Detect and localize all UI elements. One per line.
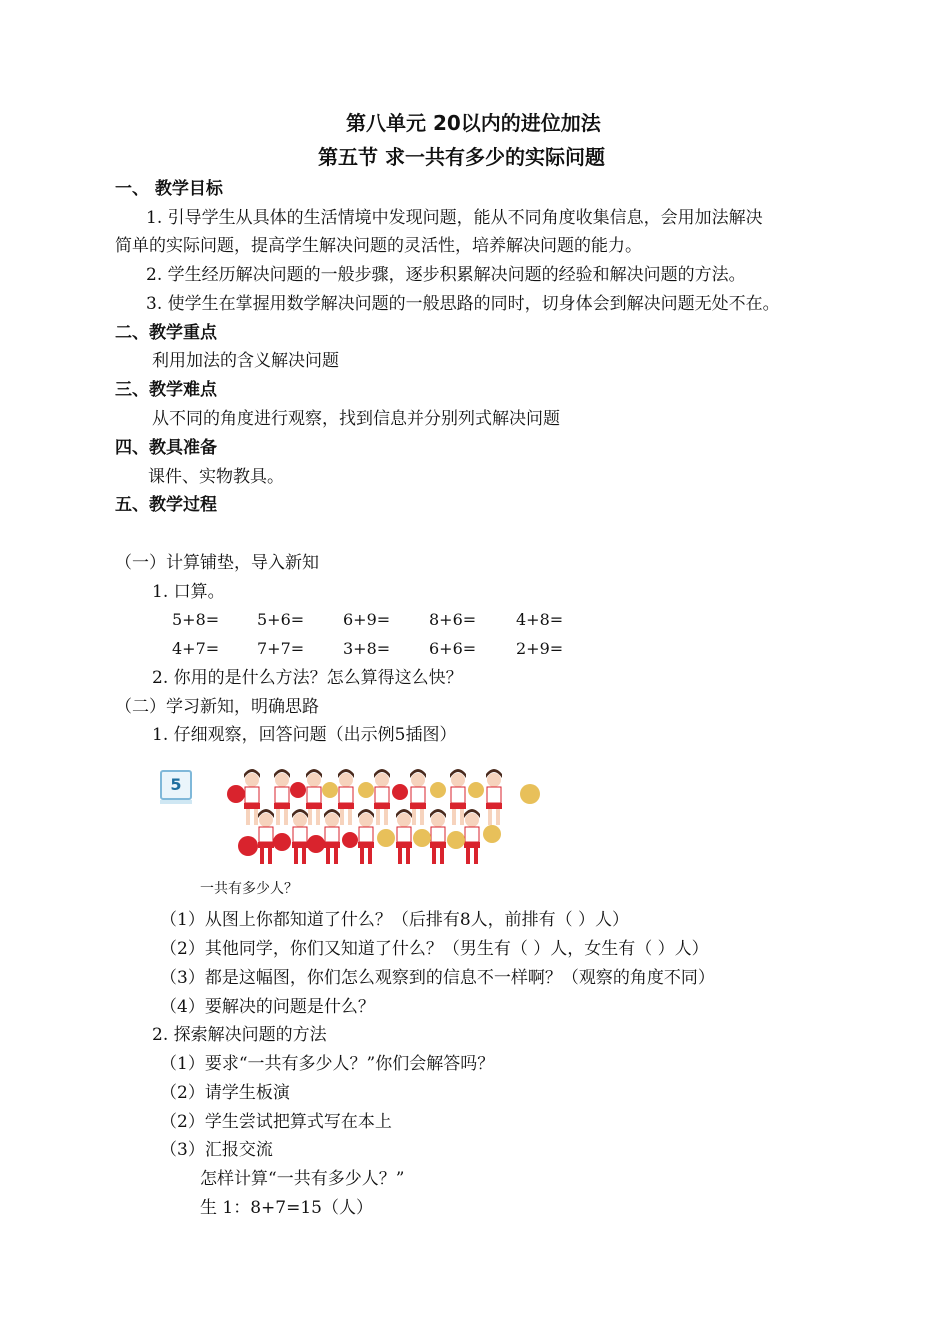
part1-title: （一）计算铺垫，导入新知 bbox=[115, 553, 319, 573]
part1-item2: 2. 你用的是什么方法？怎么算得这么快？ bbox=[152, 668, 463, 688]
heading-process: 五、教学过程 bbox=[115, 495, 217, 515]
step-4: （3）汇报交流 bbox=[160, 1140, 273, 1160]
heading-materials: 四、教具准备 bbox=[115, 438, 217, 458]
calc-r2c1: 4+7= bbox=[172, 639, 220, 658]
materials-text: 课件、实物教具。 bbox=[148, 467, 284, 487]
objective-1a: 1. 引导学生从具体的生活情境中发现问题，能从不同角度收集信息，会用加法解决 bbox=[146, 208, 763, 228]
part2-item2: 2. 探索解决问题的方法 bbox=[152, 1025, 327, 1045]
difficulties-text: 从不同的角度进行观察，找到信息并分别列式解决问题 bbox=[152, 409, 560, 429]
student-answer-1: 生 1：8+7=15（人） bbox=[200, 1198, 373, 1218]
calc-r1c2: 5+6= bbox=[257, 610, 305, 629]
front-row-dancers bbox=[258, 809, 480, 864]
heading-objectives: 一、 教学目标 bbox=[115, 179, 223, 199]
question-4: （4）要解决的问题是什么？ bbox=[160, 997, 375, 1017]
heading-key-points: 二、教学重点 bbox=[115, 323, 217, 343]
heading-difficulties: 三、教学难点 bbox=[115, 380, 217, 400]
illustration-caption: 一共有多少人？ bbox=[200, 881, 298, 897]
step-5: 怎样计算“一共有多少人？” bbox=[200, 1169, 405, 1189]
back-row-dancers bbox=[244, 769, 502, 825]
calc-r2c5: 2+9= bbox=[516, 639, 564, 658]
cheerleaders-image bbox=[160, 764, 560, 874]
part2-title: （二）学习新知，明确思路 bbox=[115, 697, 319, 717]
calc-r2c2: 7+7= bbox=[257, 639, 305, 658]
section-title: 第五节 求一共有多少的实际问题 bbox=[318, 145, 605, 169]
calc-r1c3: 6+9= bbox=[343, 610, 391, 629]
calc-r2c4: 6+6= bbox=[429, 639, 477, 658]
question-2: （2）其他同学，你们又知道了什么？（男生有（ ）人，女生有（ ）人） bbox=[160, 939, 709, 959]
part1-item1: 1. 口算。 bbox=[152, 582, 225, 602]
calc-r2c3: 3+8= bbox=[343, 639, 391, 658]
part2-item1: 1. 仔细观察，回答问题（出示例5插图） bbox=[152, 725, 457, 745]
step-2: （2）请学生板演 bbox=[160, 1083, 290, 1103]
example-number-badge: 5 bbox=[160, 770, 192, 800]
example-illustration bbox=[160, 764, 560, 904]
calc-r1c5: 4+8= bbox=[516, 610, 564, 629]
objective-2: 2. 学生经历解决问题的一般步骤，逐步积累解决问题的经验和解决问题的方法。 bbox=[146, 265, 746, 285]
question-1: （1）从图上你都知道了什么？（后排有8人，前排有（ ）人） bbox=[160, 910, 630, 930]
calc-r1c4: 8+6= bbox=[429, 610, 477, 629]
step-3: （2）学生尝试把算式写在本上 bbox=[160, 1112, 392, 1132]
unit-title: 第八单元 20以内的进位加法 bbox=[346, 111, 601, 135]
step-1: （1）要求“一共有多少人？”你们会解答吗？ bbox=[160, 1054, 495, 1074]
key-points-text: 利用加法的含义解决问题 bbox=[152, 351, 339, 371]
objective-3: 3. 使学生在掌握用数学解决问题的一般思路的同时，切身体会到解决问题无处不在。 bbox=[146, 294, 780, 314]
objective-1b: 简单的实际问题，提高学生解决问题的灵活性，培养解决问题的能力。 bbox=[115, 236, 642, 256]
calc-r1c1: 5+8= bbox=[172, 610, 220, 629]
question-3: （3）都是这幅图，你们怎么观察到的信息不一样啊？（观察的角度不同） bbox=[160, 968, 715, 988]
